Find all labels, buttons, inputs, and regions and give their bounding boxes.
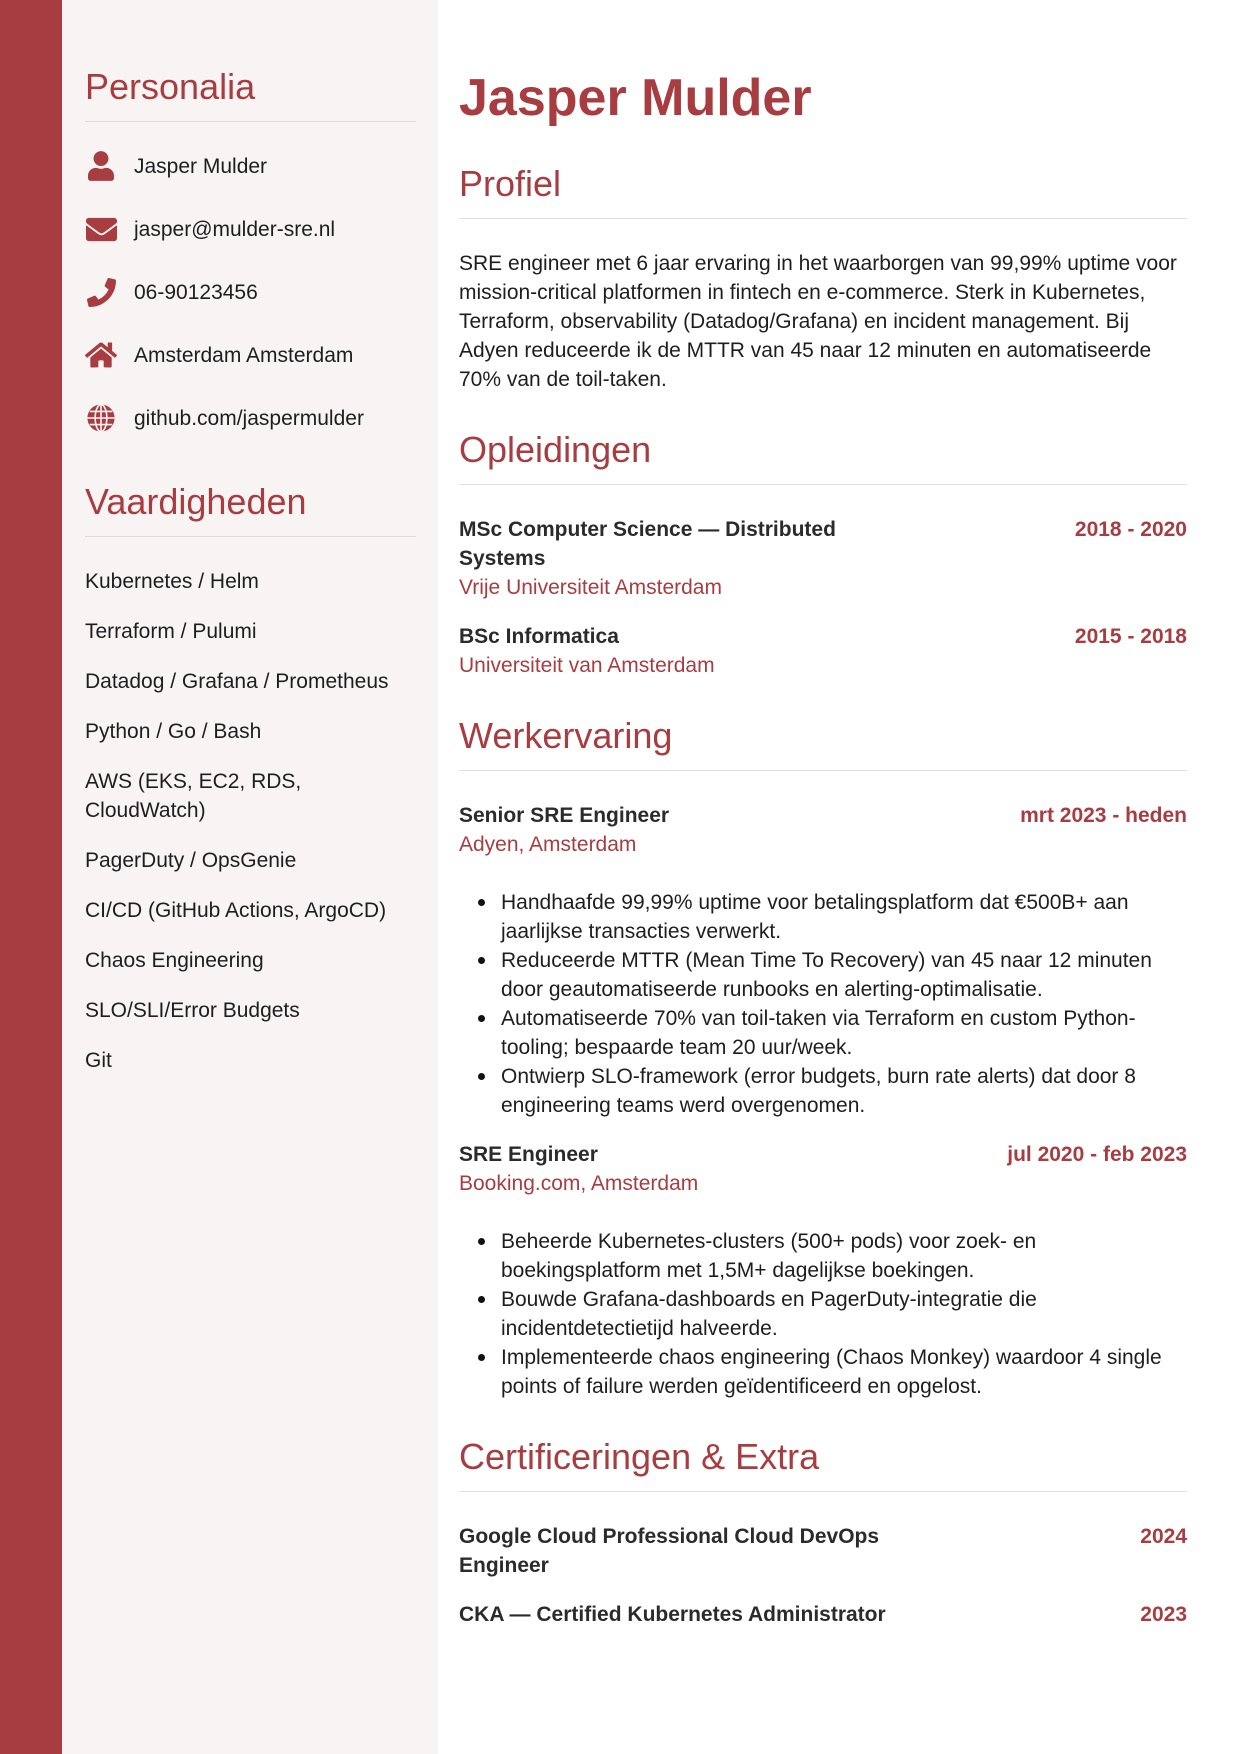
candidate-name: Jasper Mulder: [459, 69, 812, 127]
contact-email: [85, 211, 416, 247]
institution-name: Vrije Universiteit Amsterdam: [459, 576, 722, 599]
skills-heading: Vaardigheden: [85, 480, 416, 537]
job-period: mrt 2023 - heden: [1020, 804, 1187, 827]
certifications-section: [459, 1435, 1187, 1629]
home-icon: [85, 339, 117, 371]
degree-title: BSc Informatica: [459, 625, 619, 648]
certifications-heading: Certificeringen & Extra: [459, 1435, 1187, 1492]
profile-text: SRE engineer met 6 jaar ervaring in het waarborgen van 99,99% uptime voor mission-critical platformen in fintech en e-commerce. Sterk in Kubernetes, Terraform, observability (Datadog/Grafana) en incident management. Bij Adyen reduceerde ik de MTTR van 45 naar 12 minuten en automatiseerde 70% van de toil-taken.: [459, 252, 1177, 391]
achievement-item: Reduceerde MTTR (Mean Time To Recovery) van 45 naar 12 minuten door geautomatiseerde runbooks en alerting-optimalisatie.: [501, 946, 1187, 1004]
envelope-icon: [85, 213, 117, 245]
skill-list: [85, 567, 416, 1075]
achievement-item: Implementeerde chaos engineering (Chaos Monkey) waardoor 4 single points of failure werden geïdentificeerd en opgelost.: [501, 1343, 1187, 1401]
certification-year: 2023: [1140, 1603, 1187, 1626]
education-entry: [459, 515, 1187, 602]
contact-list: [85, 148, 416, 436]
skill-item: Terraform / Pulumi: [85, 620, 257, 643]
education-entry: [459, 622, 1187, 680]
education-list: [459, 515, 1187, 680]
personalia-heading: Personalia: [85, 65, 416, 122]
experience-section: [459, 714, 1187, 1401]
profile-heading: Profiel: [459, 162, 1187, 219]
achievement-item: Beheerde Kubernetes-clusters (500+ pods) voor zoek- en boekingsplatform met 1,5M+ dagelijkse boekingen.: [501, 1227, 1187, 1285]
company-name: Booking.com, Amsterdam: [459, 1172, 699, 1195]
contact-name-text: Jasper Mulder: [134, 154, 268, 178]
entry-header: [459, 1522, 1187, 1580]
job-period: jul 2020 - feb 2023: [1007, 1143, 1187, 1166]
achievement-item: Bouwde Grafana-dashboards en PagerDuty-integratie die incidentdetectietijd halveerde.: [501, 1285, 1187, 1343]
contact-address-text: Amsterdam Amsterdam: [134, 343, 354, 367]
experience-heading: Werkervaring: [459, 714, 1187, 771]
skill-item: Kubernetes / Helm: [85, 570, 259, 593]
skill-item: AWS (EKS, EC2, RDS, CloudWatch): [85, 770, 302, 822]
contact-name: [85, 148, 416, 184]
entry-header: [459, 801, 1187, 830]
contact-website: [85, 400, 416, 436]
contact-email-text: jasper@mulder-sre.nl: [134, 217, 336, 241]
certification-list: [459, 1522, 1187, 1629]
accent-stripe: [0, 0, 62, 1754]
job-entry: [459, 1140, 1187, 1401]
job-role: SRE Engineer: [459, 1143, 598, 1166]
achievement-item: Automatiseerde 70% van toil-taken via Terraform en custom Python-tooling; bespaarde team 20 uur/week.: [501, 1004, 1187, 1062]
certification-entry: [459, 1522, 1187, 1580]
contact-address: [85, 337, 416, 373]
education-period: 2018 - 2020: [1074, 518, 1187, 541]
skill-item: Python / Go / Bash: [85, 720, 262, 743]
skills-section: [85, 480, 416, 1075]
degree-title: MSc Computer Science — Distributed Systems: [459, 518, 836, 570]
entry-header: [459, 1600, 1187, 1629]
experience-list: [459, 801, 1187, 1401]
main-content: [459, 68, 1187, 1629]
certification-title: Google Cloud Professional Cloud DevOps Engineer: [459, 1525, 880, 1577]
sidebar: [62, 0, 438, 1754]
personalia-section: [85, 65, 416, 436]
achievement-item: Ontwierp SLO-framework (error budgets, burn rate alerts) dat door 8 engineering teams werd overgenomen.: [501, 1062, 1187, 1120]
achievement-item: Handhaafde 99,99% uptime voor betalingsplatform dat €500B+ aan jaarlijkse transacties verwerkt.: [501, 888, 1187, 946]
skill-item: CI/CD (GitHub Actions, ArgoCD): [85, 899, 387, 922]
skill-item: Chaos Engineering: [85, 949, 264, 972]
globe-icon: [85, 402, 117, 434]
job-achievements: [459, 1227, 1187, 1401]
user-icon: [85, 150, 117, 182]
company-name: Adyen, Amsterdam: [459, 833, 637, 856]
certification-entry: [459, 1600, 1187, 1629]
institution-name: Universiteit van Amsterdam: [459, 654, 715, 677]
contact-phone-text: 06-90123456: [134, 280, 258, 304]
profile-section: [459, 162, 1187, 394]
job-entry: [459, 801, 1187, 1120]
entry-header: [459, 622, 1187, 651]
certification-title: CKA — Certified Kubernetes Administrator: [459, 1603, 886, 1626]
education-section: [459, 428, 1187, 680]
certification-year: 2024: [1140, 1525, 1187, 1548]
contact-phone: [85, 274, 416, 310]
skill-item: SLO/SLI/Error Budgets: [85, 999, 300, 1022]
entry-header: [459, 515, 1187, 573]
skill-item: Git: [85, 1049, 112, 1072]
education-period: 2015 - 2018: [1074, 625, 1187, 648]
contact-website-text: github.com/jaspermulder: [134, 406, 364, 430]
skill-item: Datadog / Grafana / Prometheus: [85, 670, 389, 693]
entry-header: [459, 1140, 1187, 1169]
phone-icon: [85, 276, 117, 308]
skill-item: PagerDuty / OpsGenie: [85, 849, 297, 872]
education-heading: Opleidingen: [459, 428, 1187, 485]
job-achievements: [459, 888, 1187, 1120]
job-role: Senior SRE Engineer: [459, 804, 670, 827]
